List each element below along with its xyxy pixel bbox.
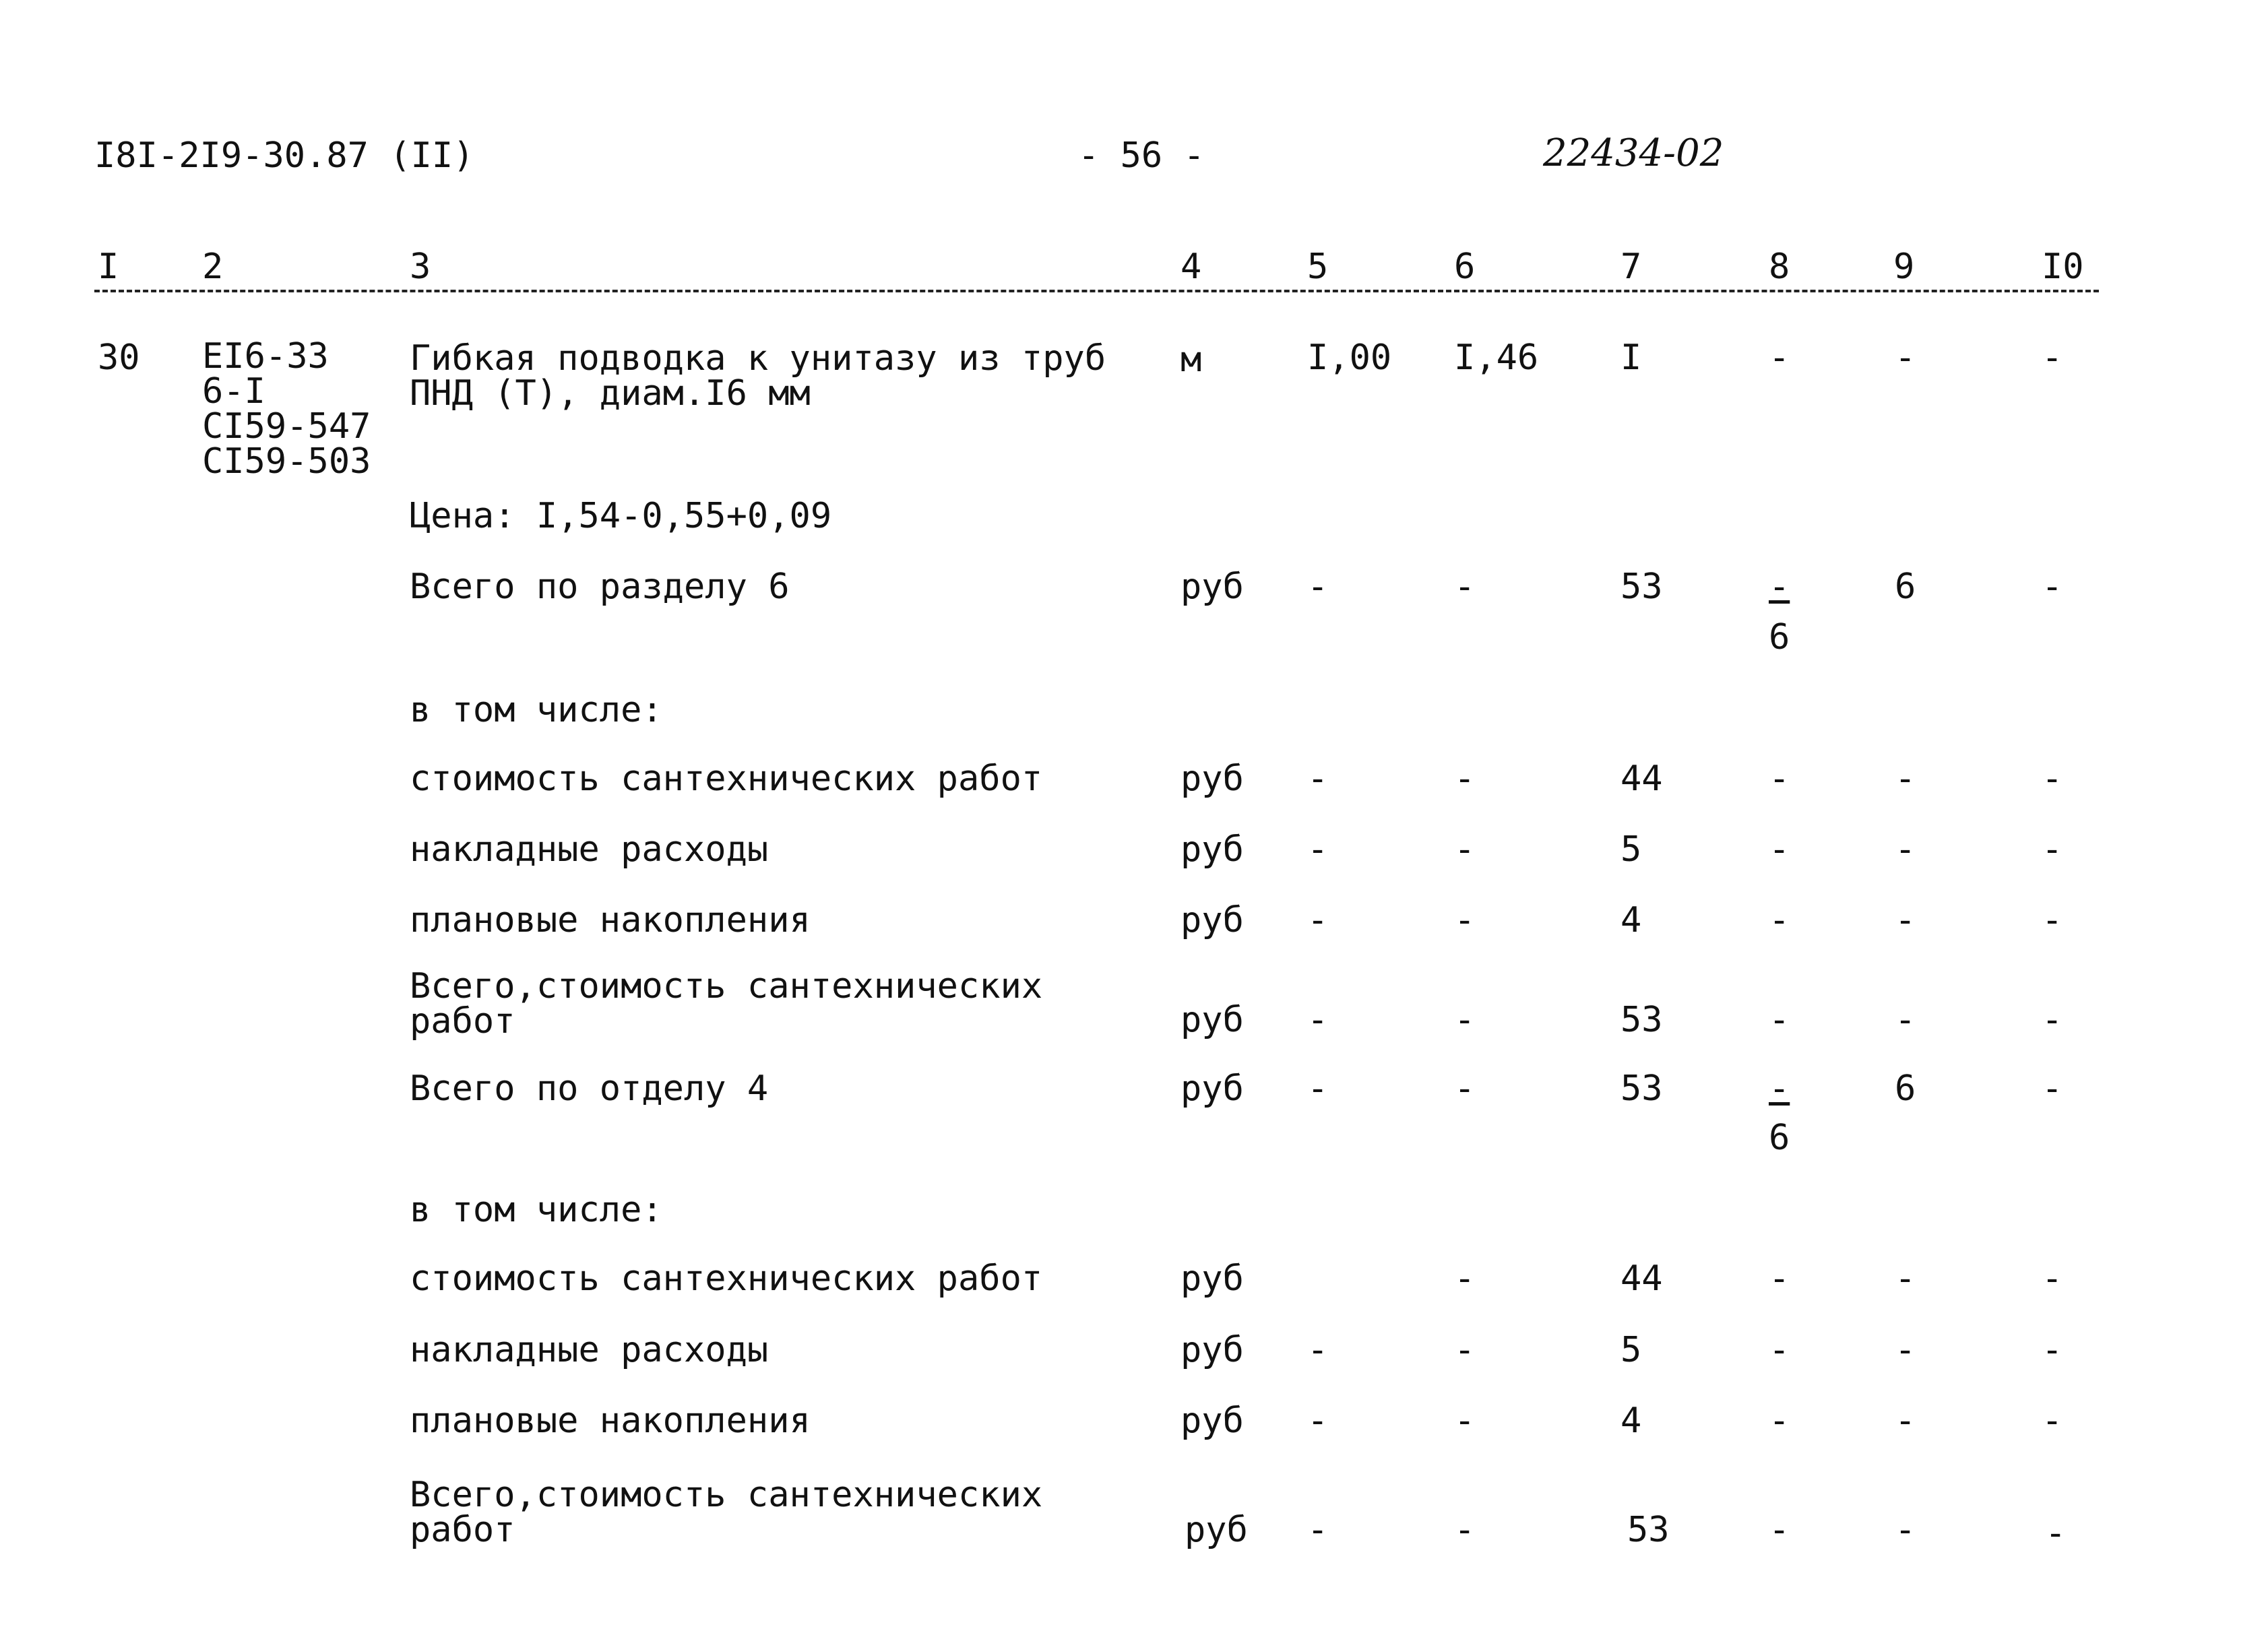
item-code-3: CI59-547 bbox=[202, 406, 371, 447]
breakdown-1-row-2-label: накладные расходы bbox=[410, 829, 769, 870]
department-total-label: Всего по отделу 4 bbox=[410, 1068, 769, 1109]
item-col-7: I bbox=[1620, 338, 1642, 378]
breakdown-2-row-3-col-7: 4 bbox=[1620, 1401, 1642, 1441]
breakdown-1-row-1-col-6: - bbox=[1454, 759, 1476, 799]
section-total-col-5: - bbox=[1307, 567, 1329, 607]
breakdown-1-row-2-col-7: 5 bbox=[1620, 829, 1642, 870]
breakdown-1-row-3-col-7: 4 bbox=[1620, 900, 1642, 940]
breakdown-1-row-2-col-5: - bbox=[1307, 829, 1329, 870]
total-2-col-10: - bbox=[2045, 1513, 2067, 1554]
column-header-1: I bbox=[98, 247, 119, 287]
total-1-unit: руб bbox=[1180, 1000, 1244, 1040]
department-total-col-8-bottom: 6 bbox=[1769, 1118, 1790, 1158]
department-total-col-7: 53 bbox=[1620, 1068, 1663, 1109]
column-header-5: 5 bbox=[1307, 247, 1329, 287]
column-header-9: 9 bbox=[1893, 247, 1915, 287]
total-2-col-7: 53 bbox=[1627, 1510, 1670, 1550]
total-1-col-7: 53 bbox=[1620, 1000, 1663, 1040]
department-total-col-10: - bbox=[2042, 1068, 2063, 1109]
breakdown-1-row-2-col-6: - bbox=[1454, 829, 1476, 870]
breakdown-1-row-1-col-10: - bbox=[2042, 759, 2063, 799]
total-2-unit: руб bbox=[1185, 1510, 1248, 1550]
section-total-col-9: 6 bbox=[1895, 567, 1916, 607]
total-1-col-6: - bbox=[1454, 1000, 1476, 1040]
item-code-2: 6-I bbox=[202, 371, 265, 412]
total-1-col-10: - bbox=[2042, 1000, 2063, 1040]
total-1-col-8: - bbox=[1769, 1000, 1790, 1040]
breakdown-1-row-2-col-9: - bbox=[1895, 829, 1916, 870]
total-1-label-line-1: Всего,стоимость сантехнических bbox=[410, 966, 1043, 1006]
total-2-col-5: - bbox=[1307, 1510, 1329, 1550]
column-header-2: 2 bbox=[202, 247, 224, 287]
page-number: - 56 - bbox=[1078, 135, 1205, 176]
total-2-label-line-2: работ bbox=[410, 1510, 515, 1550]
breakdown-2-row-2-col-6: - bbox=[1454, 1330, 1476, 1370]
price-line: Цена: I,54-0,55+0,09 bbox=[410, 496, 832, 536]
section-total-col-8-bottom: 6 bbox=[1769, 617, 1790, 658]
breakdown-2-row-2-col-7: 5 bbox=[1620, 1330, 1642, 1370]
item-unit: м bbox=[1180, 340, 1202, 380]
section-total-col-7: 53 bbox=[1620, 567, 1663, 607]
total-2-col-9: - bbox=[1895, 1510, 1916, 1550]
breakdown-2-row-1-col-8: - bbox=[1769, 1258, 1790, 1299]
item-col-9: - bbox=[1895, 338, 1916, 378]
total-1-col-9: - bbox=[1895, 1000, 1916, 1040]
item-col-6: I,46 bbox=[1454, 338, 1539, 378]
breakdown-2-row-1-unit: руб bbox=[1180, 1258, 1244, 1299]
breakdown-1-row-3-unit: руб bbox=[1180, 900, 1244, 940]
department-total-col-5: - bbox=[1307, 1068, 1329, 1109]
item-description-line-1: Гибкая подводка к унитазу из труб bbox=[410, 338, 1106, 379]
breakdown-2-row-1-col-9: - bbox=[1895, 1258, 1916, 1299]
breakdown-1-row-2-col-8: - bbox=[1769, 829, 1790, 870]
breakdown-1-row-3-col-5: - bbox=[1307, 900, 1329, 940]
column-header-3: 3 bbox=[410, 247, 431, 287]
department-total-col-9: 6 bbox=[1895, 1068, 1916, 1109]
column-header-6: 6 bbox=[1454, 247, 1476, 287]
breakdown-1-row-3-col-6: - bbox=[1454, 900, 1476, 940]
item-number: 30 bbox=[98, 338, 140, 378]
breakdown-2-row-1-col-10: - bbox=[2042, 1258, 2063, 1299]
breakdown-2-row-1-col-6: - bbox=[1454, 1258, 1476, 1299]
breakdown-1-row-3-col-9: - bbox=[1895, 900, 1916, 940]
item-col-8: - bbox=[1769, 338, 1790, 378]
breakdown-2-row-3-col-6: - bbox=[1454, 1401, 1476, 1441]
section-total-col-10: - bbox=[2042, 567, 2063, 607]
department-total-col-6: - bbox=[1454, 1068, 1476, 1109]
breakdown-1-row-1-col-9: - bbox=[1895, 759, 1916, 799]
breakdown-2-row-3-col-10: - bbox=[2042, 1401, 2063, 1441]
header-dashed-line bbox=[94, 290, 2099, 292]
document-code: I8I-2I9-30.87 (II) bbox=[94, 135, 474, 176]
column-header-4: 4 bbox=[1180, 247, 1202, 287]
section-total-col-6: - bbox=[1454, 567, 1476, 607]
breakdown-1-row-3-col-8: - bbox=[1769, 900, 1790, 940]
breakdown-2-row-2-unit: руб bbox=[1180, 1330, 1244, 1370]
section-total-unit: руб bbox=[1180, 567, 1244, 607]
total-2-label-line-1: Всего,стоимость сантехнических bbox=[410, 1475, 1043, 1515]
breakdown-2-row-2-col-10: - bbox=[2042, 1330, 2063, 1370]
total-2-col-6: - bbox=[1454, 1510, 1476, 1550]
department-total-unit: руб bbox=[1180, 1068, 1244, 1109]
breakdown-2-row-3-col-8: - bbox=[1769, 1401, 1790, 1441]
breakdown-2-row-2-label: накладные расходы bbox=[410, 1330, 769, 1370]
item-col-5: I,00 bbox=[1307, 338, 1392, 378]
item-code-1: EI6-33 bbox=[202, 336, 329, 377]
column-header-10: I0 bbox=[2042, 247, 2084, 287]
item-code-4: CI59-503 bbox=[202, 441, 371, 482]
total-2-col-8: - bbox=[1769, 1510, 1790, 1550]
breakdown-1-row-1-col-7: 44 bbox=[1620, 759, 1663, 799]
total-1-label-line-2: работ bbox=[410, 1001, 515, 1042]
column-header-8: 8 bbox=[1769, 247, 1790, 287]
breakdown-1-row-2-col-10: - bbox=[2042, 829, 2063, 870]
column-header-7: 7 bbox=[1620, 247, 1642, 287]
item-col-10: - bbox=[2042, 338, 2063, 378]
breakdown-1-row-1-label: стоимость сантехнических работ bbox=[410, 759, 1043, 799]
breakdown-1-row-3-label: плановые накопления bbox=[410, 900, 811, 940]
breakdown-1-row-1-col-8: - bbox=[1769, 759, 1790, 799]
breakdown-2-row-2-col-9: - bbox=[1895, 1330, 1916, 1370]
breakdown-2-row-3-label: плановые накопления bbox=[410, 1401, 811, 1441]
including-label-2: в том числе: bbox=[410, 1190, 663, 1230]
breakdown-2-row-2-col-5: - bbox=[1307, 1330, 1329, 1370]
including-label-1: в том числе: bbox=[410, 690, 663, 730]
department-total-col-8-top: - bbox=[1769, 1068, 1790, 1109]
section-total-col-8-top: - bbox=[1769, 567, 1790, 607]
breakdown-1-row-2-unit: руб bbox=[1180, 829, 1244, 870]
breakdown-2-row-3-col-9: - bbox=[1895, 1401, 1916, 1441]
breakdown-2-row-1-col-7: 44 bbox=[1620, 1258, 1663, 1299]
total-1-col-5: - bbox=[1307, 1000, 1329, 1040]
breakdown-2-row-1-label: стоимость сантехнических работ bbox=[410, 1258, 1043, 1299]
item-description-line-2: ПНД (Т), диам.I6 мм bbox=[410, 373, 811, 414]
handwritten-number: 22434-02 bbox=[1543, 131, 1724, 175]
breakdown-2-row-3-col-5: - bbox=[1307, 1401, 1329, 1441]
breakdown-2-row-3-unit: руб bbox=[1180, 1401, 1244, 1441]
breakdown-1-row-3-col-10: - bbox=[2042, 900, 2063, 940]
breakdown-1-row-1-unit: руб bbox=[1180, 759, 1244, 799]
breakdown-1-row-1-col-5: - bbox=[1307, 759, 1329, 799]
section-total-label: Всего по разделу 6 bbox=[410, 567, 790, 607]
breakdown-2-row-2-col-8: - bbox=[1769, 1330, 1790, 1370]
